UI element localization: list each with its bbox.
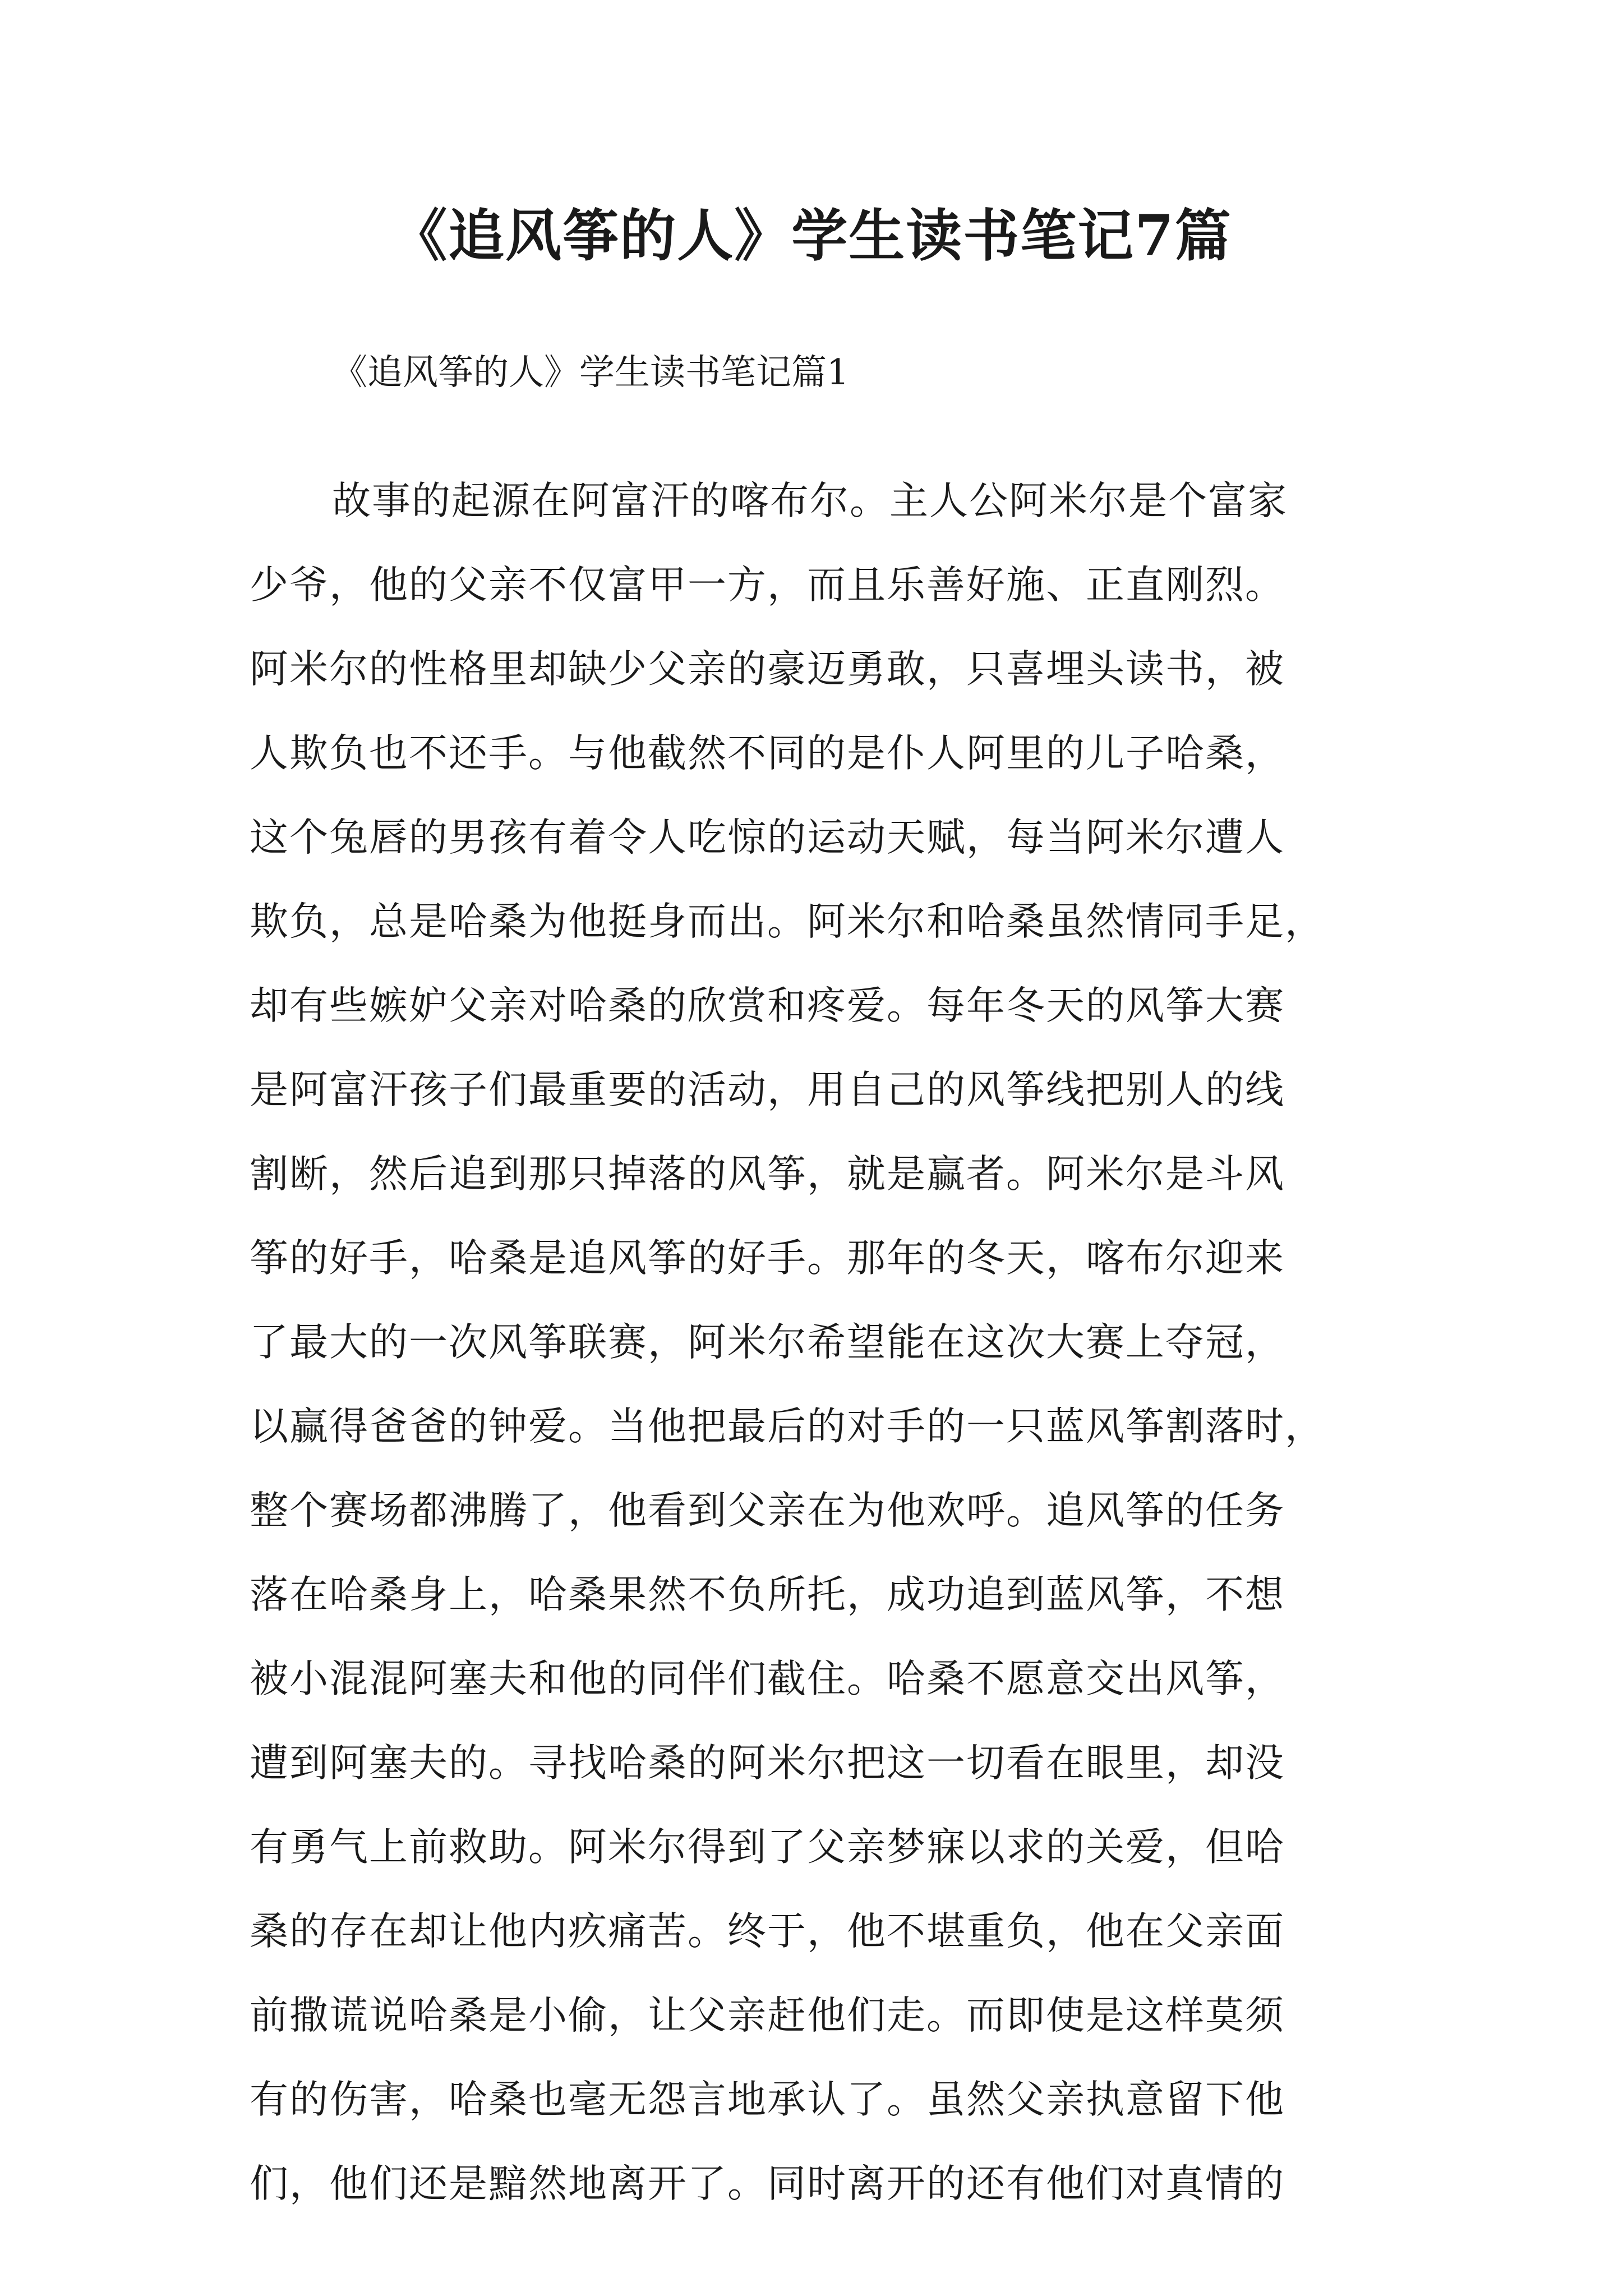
section-heading: 《追风筝的人》学生读书笔记篇1 [332, 352, 850, 393]
paragraph-line: 故事的起源在阿富汗的喀布尔。主人公阿米尔是个富家 [332, 478, 1288, 523]
paragraph-line: 少爷，他的父亲不仅富甲一方，而且乐善好施、正直刚烈。 [250, 563, 1285, 608]
paragraph-line: 却有些嫉妒父亲对哈桑的欣赏和疼爱。每年冬天的风筝大赛 [250, 983, 1285, 1028]
paragraph-line: 整个赛场都沸腾了，他看到父亲在为他欢呼。追风筝的任务 [250, 1488, 1285, 1533]
paragraph-line: 割断，然后追到那只掉落的风筝，就是赢者。阿米尔是斗风 [250, 1152, 1285, 1197]
paragraph-line: 有勇气上前救助。阿米尔得到了父亲梦寐以求的关爱，但哈 [250, 1825, 1285, 1870]
paragraph-line: 筝的好手，哈桑是追风筝的好手。那年的冬天，喀布尔迎来 [250, 1236, 1285, 1281]
document-title: 《追风筝的人》学生读书笔记7篇 [391, 203, 1232, 269]
paragraph-line: 阿米尔的性格里却缺少父亲的豪迈勇敢，只喜埋头读书，被 [250, 647, 1285, 692]
paragraph-line: 们，他们还是黯然地离开了。同时离开的还有他们对真情的 [250, 2161, 1285, 2206]
paragraph-line: 前撒谎说哈桑是小偷，让父亲赶他们走。而即使是这样莫须 [250, 1993, 1285, 2038]
paragraph-line: 落在哈桑身上，哈桑果然不负所托，成功追到蓝风筝，不想 [250, 1572, 1285, 1617]
paragraph-line: 遭到阿塞夫的。寻找哈桑的阿米尔把这一切看在眼里，却没 [250, 1741, 1285, 1786]
paragraph-line: 这个兔唇的男孩有着令人吃惊的运动天赋，每当阿米尔遭人 [250, 815, 1285, 860]
paragraph-line: 以赢得爸爸的钟爱。当他把最后的对手的一只蓝风筝割落时， [250, 1404, 1325, 1449]
paragraph-line: 是阿富汗孩子们最重要的活动，用自己的风筝线把别人的线 [250, 1068, 1285, 1112]
paragraph-line: 欺负，总是哈桑为他挺身而出。阿米尔和哈桑虽然情同手足， [250, 899, 1325, 944]
paragraph-line: 人欺负也不还手。与他截然不同的是仆人阿里的儿子哈桑， [250, 731, 1285, 776]
body-paragraph [250, 459, 1427, 2226]
paragraph-line: 有的伤害，哈桑也毫无怨言地承认了。虽然父亲执意留下他 [250, 2077, 1285, 2122]
paragraph-line: 被小混混阿塞夫和他的同伴们截住。哈桑不愿意交出风筝， [250, 1657, 1285, 1701]
paragraph-line: 了最大的一次风筝联赛，阿米尔希望能在这次大赛上夺冠， [250, 1320, 1285, 1365]
paragraph-line: 桑的存在却让他内疚痛苦。终于，他不堪重负，他在父亲面 [250, 1909, 1285, 1954]
